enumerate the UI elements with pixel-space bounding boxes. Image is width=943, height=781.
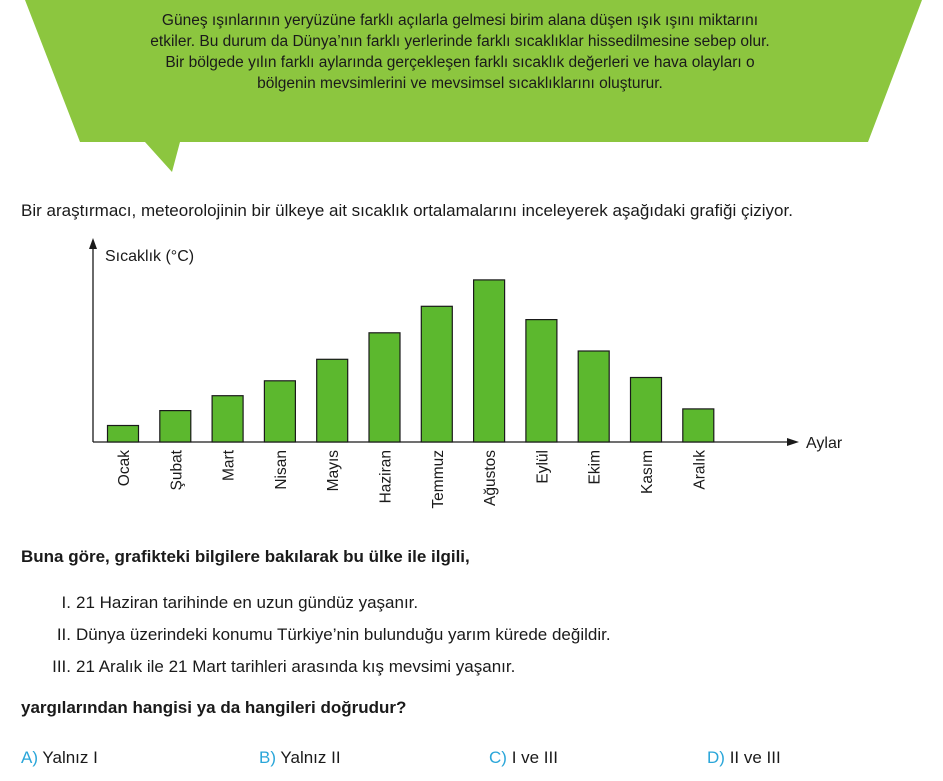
bar-1 [108, 426, 139, 443]
bar-8 [474, 280, 505, 442]
tick-label-9: Eylül [534, 450, 552, 484]
bar-group [108, 280, 714, 442]
tick-label-8: Ağustos [482, 450, 500, 507]
statement-number: I. [61, 593, 71, 612]
statement-1 [21, 593, 418, 613]
option-text: Yalnız I [42, 748, 98, 767]
tick-label-5: Mayıs [325, 450, 343, 492]
bar-6 [369, 333, 400, 442]
tick-label-2: Şubat [168, 450, 186, 491]
option-letter: B) [259, 748, 276, 767]
bar-11 [631, 378, 662, 443]
statement-number: II. [56, 625, 71, 644]
option-b[interactable] [259, 748, 341, 768]
banner-line: Bir bölgede yılın farklı aylarında gerçekleşen farklı sıcaklık değerleri ve hava olayları o [165, 54, 755, 71]
statement-number: III. [52, 657, 71, 676]
statement-text: 21 Aralık ile 21 Mart tarihleri arasında kış mevsimi yaşanır. [76, 657, 516, 676]
tick-label-1: Ocak [116, 450, 133, 487]
statement-3 [21, 657, 515, 677]
statement-text: 21 Haziran tarihinde en uzun gündüz yaşanır. [76, 593, 419, 612]
banner-line: etkiler. Bu durum da Dünya’nın farklı yerlerinde farklı sıcaklıklar hissedilmesine sebep olur. [150, 33, 770, 50]
option-d[interactable] [707, 748, 781, 768]
bar-5 [317, 359, 348, 442]
statement-text: Dünya üzerindeki konumu Türkiye’nin bulunduğu yarım kürede değildir. [76, 625, 611, 644]
x-axis-arrow-icon [787, 438, 799, 446]
option-c[interactable] [489, 748, 558, 768]
option-letter: D) [707, 748, 725, 767]
closing-question: yargılarından hangisi ya da hangileri doğrudur? [21, 698, 407, 717]
bar-3 [212, 396, 243, 442]
option-text: Yalnız II [280, 748, 341, 767]
banner-line: bölgenin mevsimlerini ve mevsimsel sıcaklıklarını oluşturur. [257, 75, 663, 92]
tick-label-10: Ekim [586, 450, 604, 485]
option-letter: A) [21, 748, 38, 767]
y-axis-arrow-icon [89, 238, 97, 249]
y-axis-label: Sıcaklık (°C) [105, 248, 195, 265]
option-letter: C) [489, 748, 507, 767]
option-a[interactable] [21, 748, 98, 768]
bar-12 [683, 409, 714, 442]
statement-2 [21, 625, 611, 645]
tick-label-group [116, 449, 708, 508]
tick-label-6: Haziran [377, 450, 395, 504]
tick-label-12: Aralık [691, 450, 709, 490]
bar-10 [578, 351, 609, 442]
option-text: II ve III [729, 748, 781, 767]
banner-line: Güneş ışınlarının yeryüzüne farklı açılarla gelmesi birim alana düşen ışık ışını miktarını [161, 12, 759, 29]
bar-4 [264, 381, 295, 442]
x-axis-label: Aylar [806, 435, 843, 452]
tick-label-11: Kasım [639, 450, 656, 494]
bar-2 [160, 411, 191, 442]
bar-9 [526, 320, 557, 442]
tick-label-4: Nisan [272, 450, 290, 490]
tick-label-7: Temmuz [429, 450, 447, 509]
bar-7 [421, 306, 452, 442]
question-text: Buna göre, grafikteki bilgilere bakılarak bu ülke ile ilgili, [21, 547, 470, 566]
tick-label-3: Mart [220, 450, 238, 481]
intro-text: Bir araştırmacı, meteorolojinin bir ülkeye ait sıcaklık ortalamalarını inceleyerek aşağıdaki grafiği çiziyor. [21, 201, 793, 220]
banner-text [80, 10, 840, 94]
option-text: I ve III [511, 748, 558, 767]
temperature-bar-chart [0, 230, 943, 530]
